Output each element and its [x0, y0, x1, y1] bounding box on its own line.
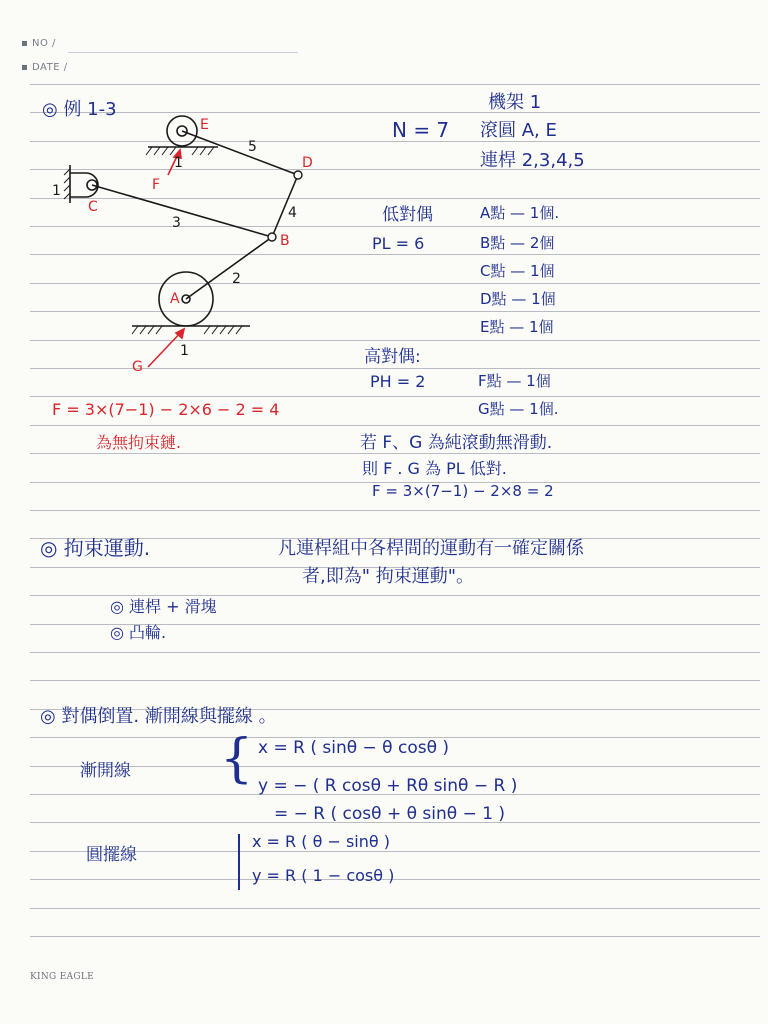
- ruled-line: [30, 680, 760, 681]
- constrained-title: ◎ 拘束運動.: [40, 536, 151, 560]
- label-D: D: [302, 155, 313, 171]
- low-pair-E: E點 — 1個: [480, 318, 554, 336]
- linkage-diagram: [40, 105, 340, 385]
- label-A: A: [170, 291, 180, 307]
- ruled-line: [30, 851, 760, 852]
- label-B: B: [280, 233, 290, 249]
- roller-text: 滾圓 A, E: [480, 120, 557, 141]
- low-pairs-title: 低對偶: [382, 205, 433, 225]
- example-title: ◎ 例 1-3: [42, 99, 117, 120]
- constrained-desc-1: 凡連桿組中各桿間的運動有一確定關係: [278, 538, 584, 559]
- low-pair-D: D點 — 1個: [480, 290, 556, 308]
- label-E: E: [200, 117, 209, 133]
- label-G: G: [132, 359, 143, 375]
- label-link-2: 2: [232, 271, 241, 287]
- cycloid-y: y = R ( 1 − cosθ ): [252, 866, 395, 885]
- bullet-square-icon: [22, 65, 27, 70]
- ruled-line: [30, 396, 760, 397]
- label-ground-bottom: 1: [180, 343, 189, 359]
- note-pure-rolling: 若 F、G 為純滾動無滑動.: [360, 433, 553, 453]
- frame-text: 機架 1: [488, 92, 542, 113]
- red-formula: F = 3×(7−1) − 2×6 − 2 = 4: [52, 400, 280, 419]
- brand-footer: KING EAGLE: [30, 972, 95, 982]
- ruled-line: [30, 652, 760, 653]
- n-equation: N = 7: [392, 118, 450, 142]
- ruled-line: [30, 908, 760, 909]
- formula-2: F = 3×(7−1) − 2×8 = 2: [372, 482, 554, 500]
- constrained-item-1: ◎ 連桿 + 滑塊: [110, 597, 217, 616]
- label-ground-top: 1: [174, 155, 183, 171]
- high-pair-G: G點 — 1個.: [478, 400, 559, 418]
- ruled-line: [30, 425, 760, 426]
- high-pairs-title: 高對偶:: [364, 347, 421, 367]
- low-pair-B: B點 — 2個: [480, 234, 555, 252]
- cycloid-x: x = R ( θ − sinθ ): [252, 832, 390, 851]
- low-pair-A: A點 — 1個.: [480, 204, 560, 222]
- ruled-line: [30, 84, 760, 85]
- involute-y1: y = − ( R cosθ + Rθ sinθ − R ): [258, 776, 518, 796]
- constrained-desc-2: 者,即為" 拘束運動"。: [302, 566, 475, 587]
- label-link-4: 4: [288, 205, 297, 221]
- ruled-line: [30, 936, 760, 937]
- pl-equation: PL = 6: [372, 234, 425, 253]
- cycloid-label: 圓擺線: [86, 845, 137, 865]
- bullet-square-icon: [22, 41, 27, 46]
- red-note: 為無拘束鏈.: [96, 433, 182, 452]
- ruled-line: [30, 453, 760, 454]
- high-pair-F: F點 — 1個: [478, 372, 551, 390]
- note-low-pair: 則 F . G 為 PL 低對.: [362, 459, 507, 478]
- constrained-item-2: ◎ 凸輪.: [110, 623, 167, 642]
- ruled-line: [30, 510, 760, 511]
- cycloid-brace: [238, 834, 240, 890]
- label-F: F: [152, 177, 161, 193]
- ruled-line: [30, 766, 760, 767]
- involute-y2: = − R ( cosθ + θ sinθ − 1 ): [274, 804, 506, 824]
- involute-x: x = R ( sinθ − θ cosθ ): [258, 738, 450, 758]
- low-pair-C: C點 — 1個: [480, 262, 555, 280]
- ruled-line: [30, 879, 760, 880]
- no-underline: [68, 52, 298, 53]
- label-ground-left: 1: [52, 183, 61, 199]
- label-C: C: [88, 199, 98, 215]
- ph-equation: PH = 2: [370, 372, 426, 391]
- links-text: 連桿 2,3,4,5: [480, 150, 585, 171]
- curves-title: ◎ 對偶倒置. 漸開線與擺線 。: [40, 706, 277, 727]
- label-link-5: 5: [248, 139, 257, 155]
- involute-label: 漸開線: [80, 761, 131, 781]
- label-link-3: 3: [172, 215, 181, 231]
- date-field: DATE /: [22, 62, 68, 73]
- involute-brace: {: [220, 729, 254, 789]
- no-field: NO /: [22, 38, 56, 49]
